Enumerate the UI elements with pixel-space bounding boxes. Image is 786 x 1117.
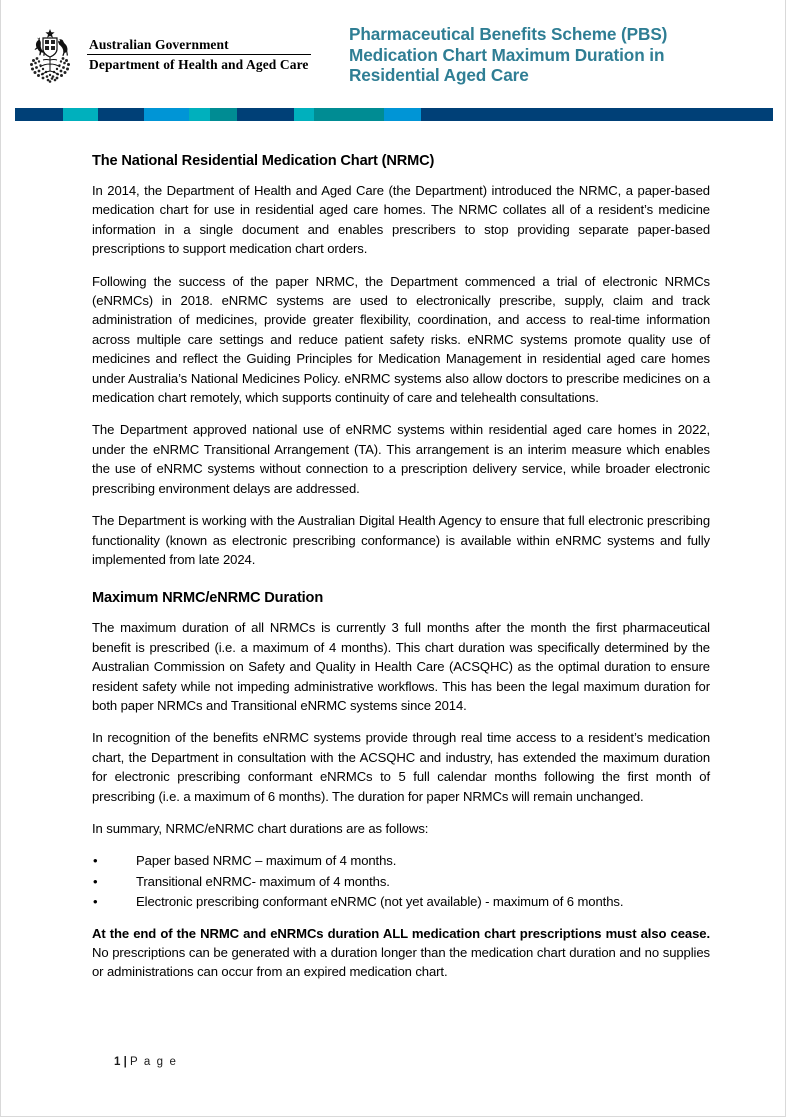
list-item-label: Electronic prescribing conformant eNRMC (not yet available) - maximum of 6 months.	[136, 894, 624, 910]
color-bar-segment-2	[63, 108, 98, 121]
section-heading-nrmc: The National Residential Medication Chart (NRMC)	[92, 153, 435, 169]
crest-line-department: Department of Health and Aged Care	[89, 57, 309, 72]
document-title	[349, 24, 749, 86]
section-heading-maximum-duration: Maximum NRMC/eNRMC Duration	[92, 590, 324, 607]
footer-page-number: 1	[114, 1056, 121, 1068]
list-item	[92, 872, 710, 891]
color-bar-segment-4	[144, 108, 189, 121]
list-item-label: Transitional eNRMC- maximum of 4 months.	[136, 873, 390, 889]
color-bar-segment-11	[421, 108, 773, 121]
color-bar-segment-1	[15, 108, 63, 121]
bullet-icon: •	[93, 873, 98, 889]
bullet-icon: •	[93, 894, 98, 910]
document-title-line-3: Residential Aged Care	[349, 65, 529, 85]
paragraph: In summary, NRMC/eNRMC chart durations are as follows:	[92, 820, 429, 836]
color-bar-segment-7	[237, 108, 294, 121]
footer-page-label: P a g e	[130, 1056, 178, 1068]
bullet-icon: •	[93, 853, 98, 869]
closing-paragraph-rest: No prescriptions can be generated with a duration longer than the medication chart duration and no supplies or administrations can occur from an expired medication chart.	[92, 945, 710, 980]
color-bar-segment-6	[210, 108, 237, 121]
closing-paragraph	[92, 924, 710, 982]
duration-summary-list	[92, 851, 710, 911]
australian-coat-of-arms-icon	[19, 26, 81, 84]
crest-wordmark	[87, 38, 311, 72]
closing-paragraph-bold: At the end of the NRMC and eNRMCs duration ALL medication chart prescriptions must also cease.	[92, 925, 710, 941]
document-header	[1, 0, 786, 100]
document-body	[92, 152, 710, 982]
brand-color-bar	[15, 108, 773, 121]
list-item	[92, 851, 710, 870]
paragraph: In 2014, the Department of Health and Aged Care (the Department) introduced the NRMC, a paper-based medication chart for use in residential aged care homes. The NRMC collates all of a resident’s medicine information in a single document and enables prescribers to stop providing separate paper-based prescriptions to support medication chart orders.	[92, 183, 710, 257]
document-title-line-1: Pharmaceutical Benefits Scheme (PBS)	[349, 24, 668, 44]
color-bar-segment-10	[384, 108, 421, 121]
paragraph: In recognition of the benefits eNRMC systems provide through real time access to a resident’s medication chart, the Department in consultation with the ACSQHC and industry, has extended the maximum duration for electronic prescribing conformant eNRMCs to 5 full calendar months following the first month of prescribing (i.e. a maximum of 6 months). The duration for paper NRMCs will remain unchanged.	[92, 730, 710, 804]
footer-separator: |	[120, 1056, 131, 1068]
list-item	[92, 892, 710, 911]
color-bar-segment-9	[314, 108, 384, 121]
page-footer	[114, 1056, 177, 1068]
paragraph: The Department is working with the Australian Digital Health Agency to ensure that full electronic prescribing functionality (known as electronic prescribing conformance) is available within eNRMC systems and fully implemented from late 2024.	[92, 513, 710, 567]
document-title-line-2: Medication Chart Maximum Duration in	[349, 44, 665, 65]
list-item-label: Paper based NRMC – maximum of 4 months.	[136, 853, 397, 869]
paragraph: The Department approved national use of eNRMC systems within residential aged care homes in 2022, under the eNRMC Transitional Arrangement (TA). This arrangement is an interim measure which enables the use of eNRMC systems without connection to a prescription delivery service, while broader electronic prescribing environment delays are addressed.	[92, 422, 710, 496]
color-bar-segment-3	[98, 108, 144, 121]
color-bar-segment-8	[294, 108, 314, 121]
color-bar-segment-5	[189, 108, 210, 121]
crest-line-australian-government: Australian Government	[89, 36, 229, 52]
paragraph: The maximum duration of all NRMCs is currently 3 full months after the month the first pharmaceutical benefit is prescribed (i.e. a maximum of 4 months). This chart duration was specifically determined by the Australian Commission on Safety and Quality in Health Care (ACSQHC) as the optimal duration to ensure resident safety while not impeding administrative workflows. This has been the legal maximum duration for both paper NRMCs and Transitional eNRMC systems since 2014.	[92, 620, 710, 713]
paragraph: Following the success of the paper NRMC, the Department commenced a trial of electronic NRMCs (eNRMCs) in 2018. eNRMC systems are used to electronically prescribe, supply, claim and track administration of medicines, provide greater flexibility, coordination, and access to real-time information across multiple care settings and reduce patient safety risks. eNRMC systems promote quality use of medicines and reflect the Guiding Principles for Medication Management in residential aged care homes under Australia’s National Medicines Policy. eNRMC systems also allow doctors to prescribe medicines on a medication chart remotely, which supports continuity of care and telehealth consultations.	[92, 273, 710, 406]
australian-government-crest-block	[19, 26, 311, 84]
